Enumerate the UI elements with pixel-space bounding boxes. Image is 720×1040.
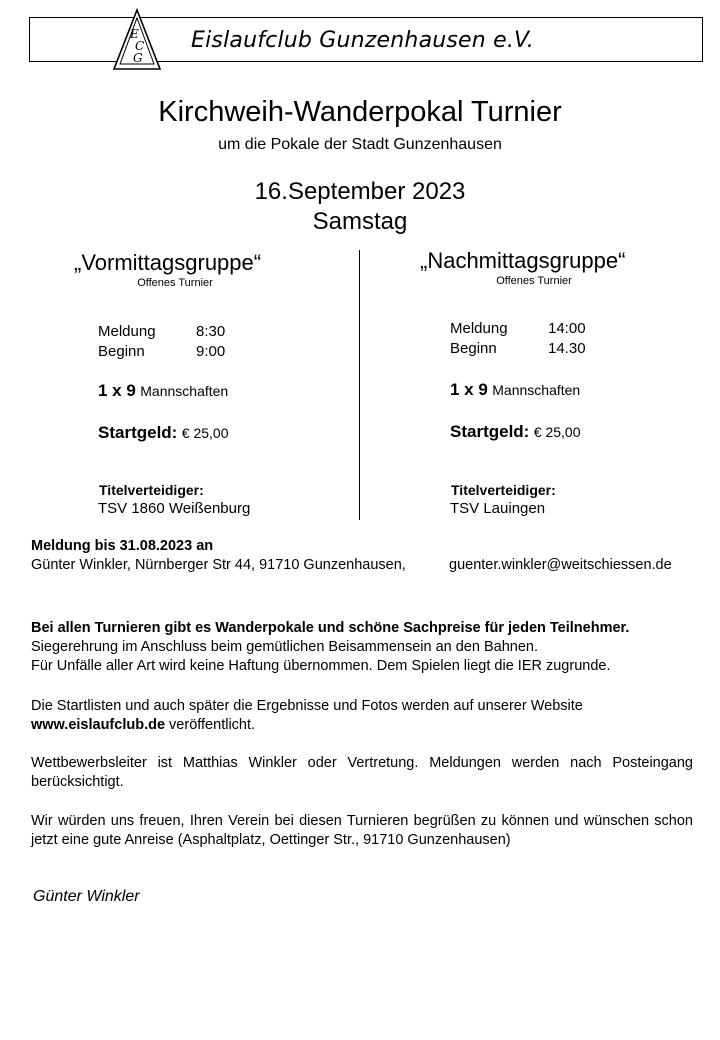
liability-text: Für Unfälle aller Art wird keine Haftung übernommen. Dem Spielen liegt die IER zugrunde. (31, 658, 611, 674)
meldung-time-morning: 8:30 (196, 323, 226, 340)
logo-letter-c: C (135, 39, 145, 53)
column-divider (359, 250, 360, 520)
defender-label-morning: Titelverteidiger: (99, 482, 204, 498)
group-title-afternoon: „Nachmittagsgruppe“ (420, 248, 626, 273)
ceremony-text: Siegerehrung im Anschluss beim gemütlichen Beisammensein an den Bahnen. (31, 639, 538, 655)
beginn-label-afternoon: Beginn (450, 340, 497, 357)
beginn-time-morning: 9:00 (196, 343, 226, 360)
logo-letter-e: E (130, 27, 139, 41)
website-line (31, 716, 255, 735)
leader-text: Wettbewerbsleiter ist Matthias Winkler oder Vertretung. Meldungen werden nach Posteingang berücksichtigt. (31, 755, 693, 790)
teams-label-morning: Mannschaften (140, 383, 229, 399)
meldung-label-afternoon: Meldung (450, 320, 508, 337)
website-link[interactable]: www.eislaufclub.de (31, 717, 166, 733)
teams-afternoon (450, 380, 580, 400)
website-suffix: veröffentlicht. (165, 717, 256, 733)
defender-afternoon: TSV Lauingen (450, 500, 546, 517)
fee-afternoon (450, 422, 581, 442)
page-title: Kirchweih-Wanderpokal Turnier (158, 96, 562, 128)
page-subtitle: um die Pokale der Stadt Gunzenhausen (218, 136, 502, 153)
group-type-afternoon: Offenes Turnier (496, 275, 572, 287)
registration-email[interactable]: guenter.winkler@weitschiessen.de (449, 557, 672, 573)
welcome-text: Wir würden uns freuen, Ihren Verein bei diesen Turnieren begrüßen zu können und wünschen schon jetzt eine gute Anreise (Asphaltplatz, Oettinger Str., 91710 Gunzenhausen) (31, 813, 693, 848)
meldung-time-afternoon: 14:00 (548, 320, 586, 337)
registration-address: Günter Winkler, Nürnberger Str 44, 91710 Gunzenhausen, (31, 557, 406, 573)
teams-morning (98, 381, 228, 401)
logo-letter-g: G (133, 51, 143, 65)
teams-count-morning: 1 x 9 (98, 381, 136, 400)
prizes-text: Bei allen Turnieren gibt es Wanderpokale und schöne Sachpreise für jeden Teilnehmer. (31, 620, 630, 636)
fee-label-morning: Startgeld: (98, 423, 178, 442)
event-weekday: Samstag (312, 208, 408, 235)
club-logo (111, 8, 163, 72)
fee-morning (98, 423, 229, 443)
teams-label-afternoon: Mannschaften (492, 382, 581, 398)
group-type-morning: Offenes Turnier (137, 277, 213, 289)
website-text: Die Startlisten und auch später die Ergebnisse und Fotos werden auf unserer Website (31, 698, 583, 714)
club-name: Eislaufclub Gunzenhausen e.V. (191, 28, 534, 53)
fee-label-afternoon: Startgeld: (450, 422, 530, 441)
defender-morning: TSV 1860 Weißenburg (98, 500, 251, 517)
signature: Günter Winkler (33, 888, 140, 905)
beginn-time-afternoon: 14.30 (548, 340, 586, 357)
fee-value-morning: € 25,00 (181, 425, 229, 441)
group-title-morning: „Vormittagsgruppe“ (74, 250, 262, 275)
fee-value-afternoon: € 25,00 (533, 424, 581, 440)
teams-count-afternoon: 1 x 9 (450, 380, 488, 399)
meldung-label-morning: Meldung (98, 323, 156, 340)
event-date: 16.September 2023 (254, 178, 466, 205)
beginn-label-morning: Beginn (98, 343, 145, 360)
registration-heading: Meldung bis 31.08.2023 an (31, 538, 214, 554)
defender-label-afternoon: Titelverteidiger: (451, 482, 556, 498)
